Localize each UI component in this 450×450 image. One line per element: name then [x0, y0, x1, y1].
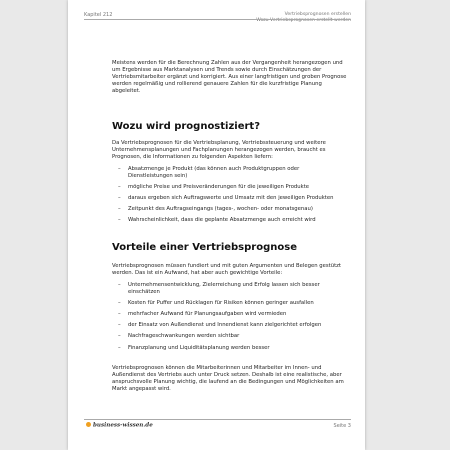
dash-icon: –	[118, 206, 121, 213]
page-number: Seite 3	[333, 423, 351, 429]
dash-icon: –	[118, 184, 121, 191]
intro-paragraph: Meistens werden für die Berechnung Zahlen aus der Vergangenheit herangezogen und um Ergebnisse aus Marktanalysen und Trends sowie durch Einschätzungen der Vertriebsmitarbeiter ergänzt und korrigiert. Aus einer langfristigen und groben Prognose werden regelmäßig und rollierend genauere Zahlen für die kurzfristige Planung abgeleitet.	[112, 60, 347, 95]
dash-icon: –	[118, 282, 121, 288]
dash-icon: –	[118, 322, 121, 329]
section2-heading: Vorteile einer Vertriebsprognose	[112, 242, 297, 253]
dash-icon: –	[118, 333, 121, 340]
header-divider	[84, 19, 351, 20]
list-item: – Finanzplanung und Liquiditätsplanung werden besser	[118, 344, 270, 351]
footer-divider	[84, 419, 351, 420]
list-item: – mögliche Preise und Preisveränderungen für die jeweiligen Produkte	[118, 184, 310, 191]
list-item: – Wahrscheinlichkeit, dass die geplante Absatzmenge auch erreicht wird	[118, 217, 316, 224]
list-item: – der Einsatz von Außendienst und Innendienst kann zielgerichtet erfolgen	[118, 322, 322, 329]
section2-bullet-list	[118, 282, 344, 356]
section1-paragraph: Da Vertriebsprognosen für die Vertriebsplanung, Vertriebssteuerung und weitere Unternehmensplanungen und Fachplanungen herangezogen werden, braucht es Prognosen, die Informationen zu folgenden Aspekten liefern:	[112, 140, 326, 161]
list-item: – Zeitpunkt des Auftragseingangs (tages-, wochen- oder monatsgenau)	[118, 206, 313, 213]
dash-icon: –	[118, 166, 121, 172]
footer-logo[interactable]: business-wissen.de	[86, 422, 153, 429]
header-title: Vertriebsprognosen erstellen	[284, 12, 351, 17]
header-titles	[256, 12, 351, 24]
list-item: – mehrfacher Aufwand für Planungsaufgaben wird vermieden	[118, 311, 287, 318]
list-item: – daraus ergeben sich Auftragswerte und Umsatz mit den jeweiligen Produkten	[118, 195, 334, 202]
list-item: – Unternehmensentwicklung, Zielerreichung und Erfolg lassen sich besser einschätzen	[118, 282, 320, 296]
logo-dot-icon	[86, 422, 91, 427]
section1-heading: Wozu wird prognostiziert?	[112, 121, 261, 132]
list-item: – Absatzmenge je Produkt (das können auch Produktgruppen oder Dienstleistungen sein)	[118, 166, 300, 180]
list-item: – Kosten für Puffer und Rücklagen für Risiken können geringer ausfallen	[118, 300, 314, 307]
dash-icon: –	[118, 217, 121, 224]
section2-paragraph: Vertriebsprognosen müssen fundiert und mit guten Argumenten und Belegen gestützt werden. Das ist ein Aufwand, hat aber auch gewichtige Vorteile:	[112, 263, 342, 277]
header-chapter: Kapitel 212	[84, 12, 113, 18]
section1-bullet-list	[118, 166, 344, 229]
document-page	[68, 0, 365, 450]
dash-icon: –	[118, 344, 121, 351]
dash-icon: –	[118, 195, 121, 202]
closing-paragraph: Vertriebsprognosen können die Mitarbeiterinnen und Mitarbeiter im Innen- und Außendienst des Vertriebs auch unter Druck setzen. Deshalb ist eine realistische, aber anspruchsvolle Planung wichtig, die laufend an die Bedingungen und Möglichkeiten am Markt angepasst wird.	[112, 365, 344, 393]
dash-icon: –	[118, 311, 121, 318]
dash-icon: –	[118, 300, 121, 307]
header-subtitle: Wozu Vertriebsprognosen erstellt werden	[256, 18, 351, 23]
list-item: – Nachfrageschwankungen werden sichtbar	[118, 333, 240, 340]
